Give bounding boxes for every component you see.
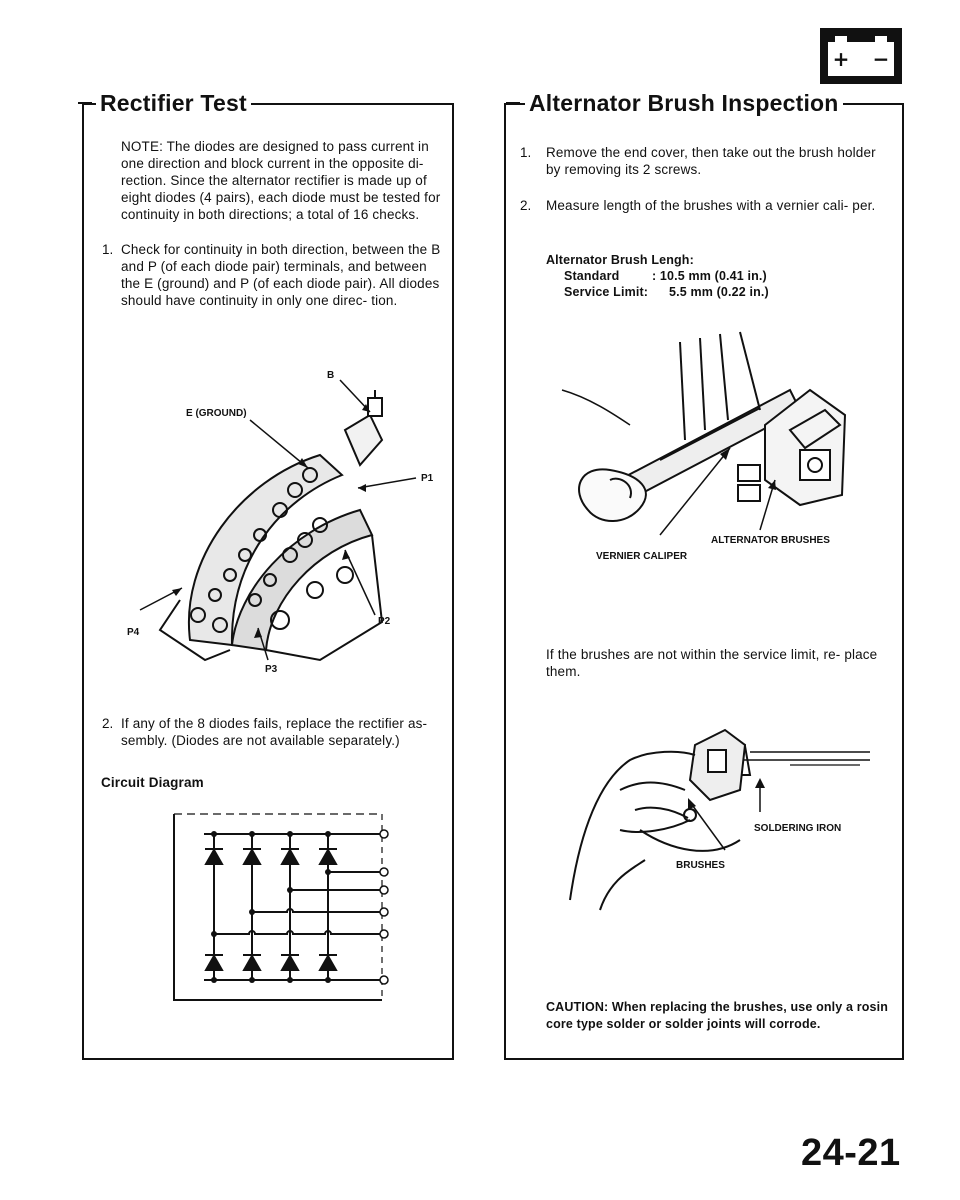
label-p2: P2 bbox=[378, 616, 391, 627]
brush-spec-limit-label: Service Limit: bbox=[564, 285, 649, 299]
label-vernier-caliper: VERNIER CALIPER bbox=[596, 551, 688, 562]
brush-inspection-title: Alternator Brush Inspection bbox=[525, 89, 843, 117]
label-p4: P4 bbox=[127, 627, 140, 638]
brush-spec-standard-value: : 10.5 mm (0.41 in.) bbox=[652, 269, 767, 283]
rectifier-note: NOTE: The diodes are designed to pass current in one direction and block current in the opposite di- rection. Since the alternator rectifier is made up of eight diodes (4 pairs), each diode must be tested for continuity in both directions; a total of 16 checks. bbox=[121, 139, 441, 222]
brush-step-2-text: Measure length of the brushes with a vernier cali- per. bbox=[546, 198, 876, 213]
soldering-illustration bbox=[560, 720, 890, 910]
brush-step-1-number: 1. bbox=[520, 145, 532, 160]
brush-spec-limit-value: 5.5 mm (0.22 in.) bbox=[669, 285, 769, 299]
rectifier-step-2-text: If any of the 8 diodes fails, replace the rectifier as- sembly. (Diodes are not available separately.) bbox=[121, 716, 428, 748]
svg-text:−: − bbox=[872, 47, 890, 71]
rectifier-step-1-number: 1. bbox=[102, 242, 114, 257]
rectifier-illustration bbox=[120, 360, 440, 680]
label-soldering-iron: SOLDERING IRON bbox=[754, 823, 842, 834]
label-alternator-brushes: ALTERNATOR BRUSHES bbox=[711, 535, 830, 546]
page-number: 24-21 bbox=[801, 1132, 901, 1174]
label-p1: P1 bbox=[421, 473, 434, 484]
caution-note: CAUTION: When replacing the brushes, use only a rosin core type solder or solder joints will corrode. bbox=[546, 1000, 889, 1031]
circuit-diagram bbox=[172, 812, 394, 1030]
brush-spec-standard-label: Standard bbox=[564, 269, 620, 283]
brush-inspection-frame bbox=[504, 103, 904, 1060]
rectifier-step-2-number: 2. bbox=[102, 716, 114, 731]
svg-text:+: + bbox=[832, 47, 850, 71]
rectifier-step-1-text: Check for continuity in both direction, between the B and P (of each diode pair) terminals, and between the E (ground) and P (of each diode pair). All diodes should have continuity in only one direc- tion. bbox=[121, 242, 441, 308]
brush-step-1-text: Remove the end cover, then take out the brush holder by removing its 2 screws. bbox=[546, 145, 876, 177]
label-brushes: BRUSHES bbox=[676, 860, 725, 871]
circuit-diagram-heading: Circuit Diagram bbox=[101, 775, 204, 790]
label-b: B bbox=[327, 370, 335, 381]
battery-icon bbox=[820, 28, 902, 84]
brush-spec-heading: Alternator Brush Lengh: bbox=[546, 253, 694, 267]
brush-step-2-number: 2. bbox=[520, 198, 532, 213]
brush-measurement-illustration bbox=[560, 330, 860, 560]
label-p3: P3 bbox=[265, 664, 278, 675]
brush-replace-note: If the brushes are not within the service limit, re- place them. bbox=[546, 647, 878, 679]
rectifier-test-title: Rectifier Test bbox=[96, 89, 251, 117]
label-e-ground: E (GROUND) bbox=[186, 408, 247, 419]
